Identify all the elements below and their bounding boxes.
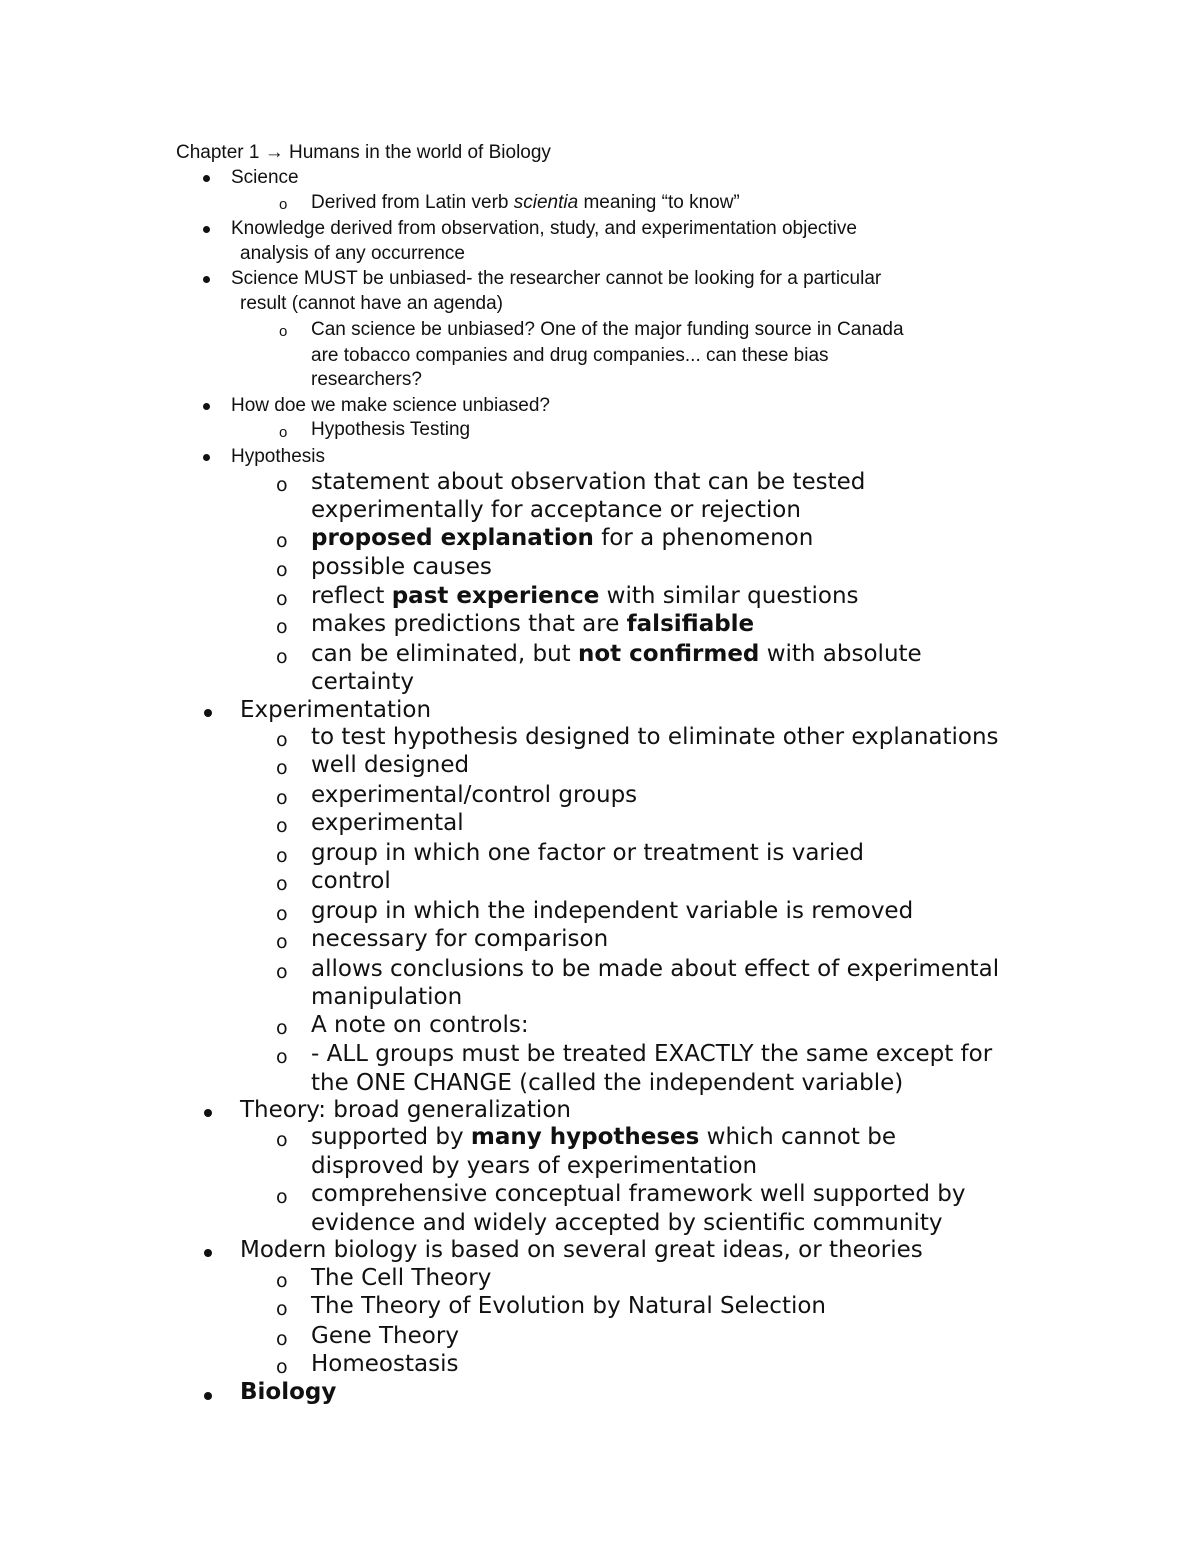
experimentation-item-6: control	[311, 868, 391, 894]
circle-bullet-icon: o	[276, 1046, 288, 1068]
circle-bullet-icon: o	[276, 616, 288, 638]
list-item-unbiased-line1: Science MUST be unbiased- the researcher cannot be looking for a particular	[231, 268, 882, 289]
experimentation-item-4: experimental	[311, 810, 464, 836]
circle-bullet-icon: o	[276, 1129, 288, 1151]
hypothesis-item-4: reflect past experience with similar questions	[311, 583, 859, 609]
list-item-how: How doe we make science unbiased?	[231, 395, 550, 416]
bullet-icon	[204, 709, 212, 717]
circle-bullet-icon: o	[276, 757, 288, 779]
circle-bullet-icon: o	[276, 1270, 288, 1292]
circle-bullet-icon: o	[276, 961, 288, 983]
circle-bullet-icon: o	[276, 845, 288, 867]
theory-item-2-line2: evidence and widely accepted by scientific community	[311, 1210, 943, 1236]
list-item-knowledge-line2: analysis of any occurrence	[240, 243, 465, 264]
hypothesis-item-1-line1: statement about observation that can be tested	[311, 469, 866, 495]
list-subitem-hypothesis-testing: Hypothesis Testing	[311, 419, 471, 440]
circle-bullet-icon: o	[276, 815, 288, 837]
circle-bullet-icon: o	[276, 588, 288, 610]
list-item-science: Science	[231, 167, 299, 188]
circle-bullet-icon: o	[279, 323, 288, 340]
circle-bullet-icon: o	[276, 1298, 288, 1320]
circle-bullet-icon: o	[276, 1356, 288, 1378]
circle-bullet-icon: o	[276, 1186, 288, 1208]
experimentation-item-3: experimental/control groups	[311, 782, 638, 808]
list-subitem-derived: Derived from Latin verb scientia meaning “to know”	[311, 192, 740, 213]
circle-bullet-icon: o	[276, 1017, 288, 1039]
circle-bullet-icon: o	[276, 903, 288, 925]
bullet-icon	[203, 403, 210, 410]
list-subitem-funding-line3: researchers?	[311, 369, 422, 390]
hypothesis-item-1-line2: experimentally for acceptance or rejection	[311, 497, 801, 523]
experimentation-item-2: well designed	[311, 752, 470, 778]
experimentation-item-8: necessary for comparison	[311, 926, 609, 952]
modern-item-1: The Cell Theory	[311, 1265, 492, 1291]
list-item-hypothesis: Hypothesis	[231, 446, 325, 467]
experimentation-note: A note on controls:	[311, 1012, 529, 1038]
list-item-knowledge-line1: Knowledge derived from observation, study, and experimentation objective	[231, 218, 857, 239]
circle-bullet-icon: o	[279, 196, 288, 213]
experimentation-allows-line2: manipulation	[311, 984, 463, 1010]
experimentation-all-line1: - ALL groups must be treated EXACTLY the same except for	[311, 1041, 993, 1067]
circle-bullet-icon: o	[276, 729, 288, 751]
circle-bullet-icon: o	[276, 646, 288, 668]
theory-item-1-line1: supported by many hypotheses which cannot be	[311, 1124, 897, 1150]
circle-bullet-icon: o	[276, 873, 288, 895]
list-item-experimentation: Experimentation	[240, 697, 432, 723]
bullet-icon	[204, 1249, 212, 1257]
experimentation-item-7: group in which the independent variable is removed	[311, 898, 914, 924]
circle-bullet-icon: o	[276, 474, 288, 496]
bullet-icon	[204, 1109, 212, 1117]
bullet-icon	[203, 226, 210, 233]
modern-item-2: The Theory of Evolution by Natural Selection	[311, 1293, 827, 1319]
modern-item-3: Gene Theory	[311, 1323, 459, 1349]
experimentation-all-line2: the ONE CHANGE (called the independent variable)	[311, 1070, 904, 1096]
circle-bullet-icon: o	[276, 530, 288, 552]
bullet-icon	[203, 175, 210, 182]
list-item-biology: Biology	[240, 1379, 337, 1405]
chapter-title: Chapter 1 → Humans in the world of Biology	[176, 142, 551, 163]
list-subitem-funding-line1: Can science be unbiased? One of the major funding source in Canada	[311, 319, 904, 340]
hypothesis-item-5: makes predictions that are falsifiable	[311, 611, 755, 637]
modern-item-4: Homeostasis	[311, 1351, 459, 1377]
theory-item-2-line1: comprehensive conceptual framework well supported by	[311, 1181, 966, 1207]
hypothesis-item-3: possible causes	[311, 554, 492, 580]
circle-bullet-icon: o	[276, 1328, 288, 1350]
circle-bullet-icon: o	[276, 931, 288, 953]
hypothesis-item-6-line2: certainty	[311, 669, 414, 695]
experimentation-item-5: group in which one factor or treatment is varied	[311, 840, 865, 866]
list-subitem-funding-line2: are tobacco companies and drug companies... can these bias	[311, 345, 829, 366]
list-item-unbiased-line2: result (cannot have an agenda)	[240, 293, 504, 314]
circle-bullet-icon: o	[276, 559, 288, 581]
bullet-icon	[203, 454, 210, 461]
list-item-modern-biology: Modern biology is based on several great ideas, or theories	[240, 1237, 923, 1263]
experimentation-item-1: to test hypothesis designed to eliminate other explanations	[311, 724, 999, 750]
list-item-theory: Theory: broad generalization	[240, 1097, 571, 1123]
experimentation-allows-line1: allows conclusions to be made about effect of experimental	[311, 956, 1000, 982]
circle-bullet-icon: o	[279, 424, 288, 441]
arrow-icon: →	[264, 142, 284, 163]
circle-bullet-icon: o	[276, 787, 288, 809]
bullet-icon	[203, 276, 210, 283]
hypothesis-item-2: proposed explanation for a phenomenon	[311, 525, 814, 551]
hypothesis-item-6-line1: can be eliminated, but not confirmed with absolute	[311, 641, 922, 667]
bullet-icon	[204, 1392, 212, 1400]
theory-item-1-line2: disproved by years of experimentation	[311, 1153, 758, 1179]
